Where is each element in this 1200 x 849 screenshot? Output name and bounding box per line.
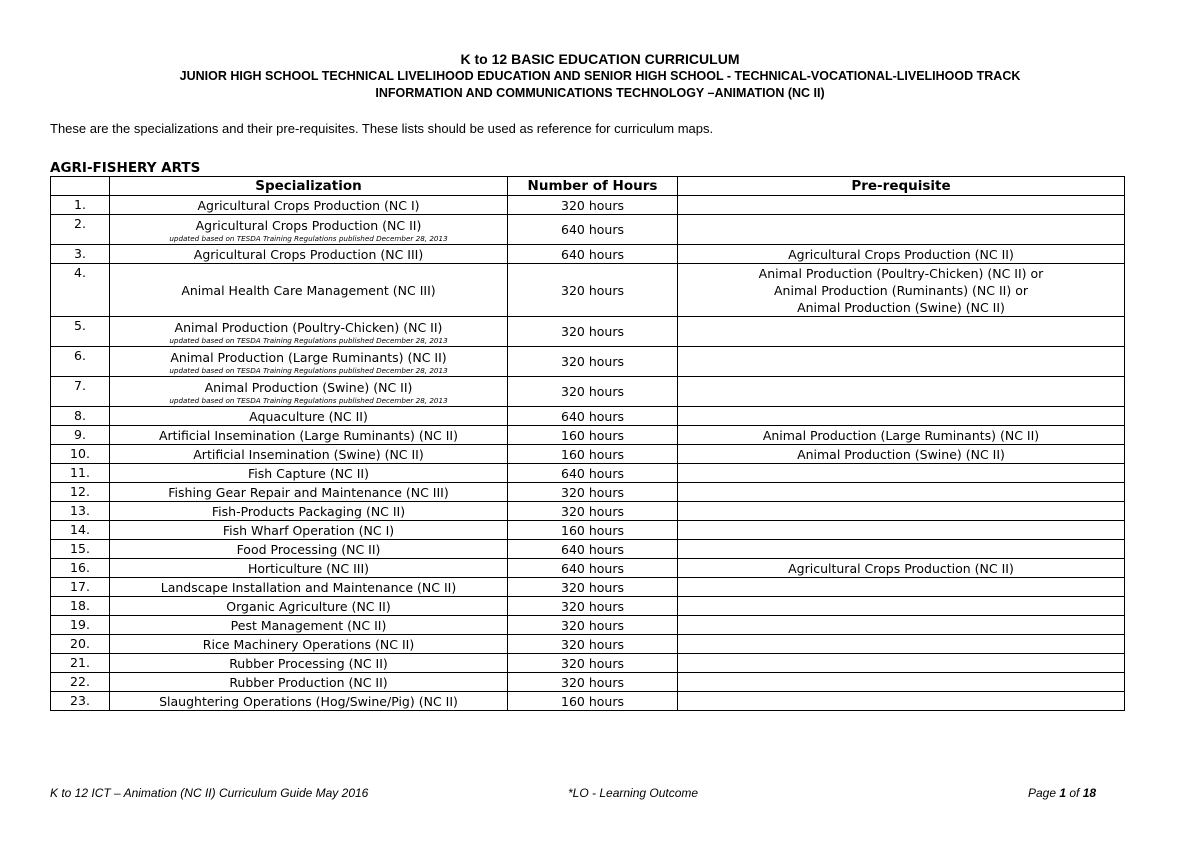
table-row: [51, 502, 1125, 521]
specialization-cell: [110, 426, 508, 445]
specialization-cell: [110, 445, 508, 464]
prerequisite-cell: [678, 540, 1125, 559]
row-number: 23.: [51, 692, 110, 711]
column-header-number: [51, 177, 110, 196]
specialization-name: Artificial Insemination (Swine) (NC II): [193, 446, 424, 462]
specialization-name: Landscape Installation and Maintenance (NC II): [160, 579, 457, 595]
prerequisite-cell: [678, 483, 1125, 502]
specialization-cell: [110, 215, 508, 245]
curriculum-title: K to 12 BASIC EDUCATION CURRICULUM: [460, 51, 740, 67]
prerequisite-cell: [678, 317, 1125, 347]
hours-cell: 160 hours: [508, 692, 678, 711]
specialization-name: Fish-Products Packaging (NC II): [211, 503, 406, 519]
hours-cell: 320 hours: [508, 196, 678, 215]
hours-cell: 640 hours: [508, 540, 678, 559]
hours-cell: 320 hours: [508, 673, 678, 692]
specialization-name: Pest Management (NC II): [230, 617, 387, 633]
specialization-cell: [110, 264, 508, 317]
hours-cell: 320 hours: [508, 654, 678, 673]
prerequisite-line: Animal Production (Poultry-Chicken) (NC II) or: [758, 265, 1044, 281]
prerequisite-cell: Animal Production (Swine) (NC II): [678, 445, 1125, 464]
curriculum-track: INFORMATION AND COMMUNICATIONS TECHNOLOGY –ANIMATION (NC II): [375, 86, 825, 100]
column-header-specialization: Specialization: [110, 177, 508, 196]
table-row: [51, 317, 1125, 347]
row-number: 17.: [51, 578, 110, 597]
specialization-name: Agricultural Crops Production (NC I): [197, 197, 420, 213]
table-row: [51, 407, 1125, 426]
specialization-name: Fish Wharf Operation (NC I): [222, 522, 395, 538]
table-row: [51, 377, 1125, 407]
specialization-cell: [110, 616, 508, 635]
specialization-cell: [110, 483, 508, 502]
specialization-name: Fishing Gear Repair and Maintenance (NC III): [168, 484, 449, 500]
specialization-cell: [110, 692, 508, 711]
prerequisite-cell: Agricultural Crops Production (NC II): [678, 559, 1125, 578]
hours-cell: 320 hours: [508, 502, 678, 521]
page-of-label: of: [1066, 786, 1083, 800]
table-row: [51, 445, 1125, 464]
row-number: 13.: [51, 502, 110, 521]
hours-cell: 320 hours: [508, 347, 678, 377]
page-number: 1: [1059, 786, 1067, 800]
specialization-name: Aquaculture (NC II): [249, 408, 368, 424]
specialization-table: [50, 176, 1125, 711]
table-row: [51, 559, 1125, 578]
hours-cell: 320 hours: [508, 317, 678, 347]
prerequisite-cell: Agricultural Crops Production (NC II): [678, 245, 1125, 264]
specialization-name: Animal Health Care Management (NC III): [181, 282, 436, 298]
row-number: 9.: [51, 426, 110, 445]
prerequisite-line: Animal Production (Ruminants) (NC II) or: [774, 282, 1028, 298]
tesda-update-note: updated based on TESDA Training Regulations published December 28, 2013: [169, 395, 448, 405]
prerequisite-cell: [678, 464, 1125, 483]
hours-cell: 640 hours: [508, 464, 678, 483]
hours-cell: 640 hours: [508, 407, 678, 426]
specialization-name: Animal Production (Large Ruminants) (NC II): [170, 349, 447, 365]
specialization-cell: [110, 521, 508, 540]
prerequisite-cell: [678, 692, 1125, 711]
row-number: 5.: [51, 317, 110, 347]
table-row: [51, 464, 1125, 483]
table-header-row: [51, 177, 1125, 196]
footer-center: *LO - Learning Outcome: [568, 786, 699, 800]
row-number: 6.: [51, 347, 110, 377]
specialization-cell: [110, 578, 508, 597]
prerequisite-cell: Animal Production (Large Ruminants) (NC II): [678, 426, 1125, 445]
hours-cell: 320 hours: [508, 377, 678, 407]
prerequisite-cell: [678, 377, 1125, 407]
page-label: Page: [1028, 786, 1060, 800]
row-number: 22.: [51, 673, 110, 692]
specialization-cell: [110, 407, 508, 426]
prerequisite-line: Animal Production (Swine) (NC II): [797, 299, 1005, 315]
row-number: 12.: [51, 483, 110, 502]
row-number: 2.: [51, 215, 110, 245]
prerequisite-cell: [678, 521, 1125, 540]
hours-cell: 160 hours: [508, 521, 678, 540]
specialization-name: Agricultural Crops Production (NC III): [193, 246, 424, 262]
row-number: 7.: [51, 377, 110, 407]
footer-page: [1028, 786, 1096, 800]
hours-cell: 640 hours: [508, 215, 678, 245]
prerequisite-cell: [678, 196, 1125, 215]
row-number: 15.: [51, 540, 110, 559]
hours-cell: 320 hours: [508, 264, 678, 317]
specialization-name: Rubber Production (NC II): [229, 674, 388, 690]
specialization-cell: [110, 347, 508, 377]
row-number: 10.: [51, 445, 110, 464]
prerequisite-cell: [678, 578, 1125, 597]
table-row: [51, 264, 1125, 317]
hours-cell: 320 hours: [508, 578, 678, 597]
specialization-cell: [110, 673, 508, 692]
row-number: 8.: [51, 407, 110, 426]
specialization-name: Rice Machinery Operations (NC II): [202, 636, 415, 652]
table-row: [51, 616, 1125, 635]
intro-text: These are the specializations and their pre-requisites. These lists should be used as reference for curriculum maps.: [50, 121, 714, 136]
table-row: [51, 654, 1125, 673]
specialization-name: Fish Capture (NC II): [247, 465, 369, 481]
hours-cell: 320 hours: [508, 616, 678, 635]
specialization-name: Agricultural Crops Production (NC II): [195, 217, 422, 233]
specialization-cell: [110, 540, 508, 559]
row-number: 21.: [51, 654, 110, 673]
specialization-cell: [110, 502, 508, 521]
row-number: 4.: [51, 264, 110, 317]
column-header-hours: Number of Hours: [508, 177, 678, 196]
prerequisite-cell: [678, 635, 1125, 654]
prerequisite-cell: [678, 347, 1125, 377]
curriculum-subtitle: JUNIOR HIGH SCHOOL TECHNICAL LIVELIHOOD EDUCATION AND SENIOR HIGH SCHOOL - TECHNICAL-VOCATIONAL-LIVELIHOOD TRACK: [179, 69, 1021, 83]
specialization-cell: [110, 464, 508, 483]
specialization-cell: [110, 196, 508, 215]
hours-cell: 160 hours: [508, 445, 678, 464]
prerequisite-cell: [678, 215, 1125, 245]
column-header-prerequisite: Pre-requisite: [678, 177, 1125, 196]
specialization-cell: [110, 245, 508, 264]
hours-cell: 640 hours: [508, 245, 678, 264]
specialization-cell: [110, 559, 508, 578]
specialization-name: Rubber Processing (NC II): [229, 655, 388, 671]
prerequisite-cell: [678, 407, 1125, 426]
specialization-name: Horticulture (NC III): [247, 560, 370, 576]
prerequisite-cell: [678, 502, 1125, 521]
specialization-cell: [110, 597, 508, 616]
specialization-cell: [110, 654, 508, 673]
row-number: 18.: [51, 597, 110, 616]
section-title: AGRI-FISHERY ARTS: [50, 160, 201, 176]
table-row: [51, 578, 1125, 597]
table-row: [51, 196, 1125, 215]
footer-left: K to 12 ICT – Animation (NC II) Curriculum Guide May 2016: [50, 786, 369, 800]
table-row: [51, 673, 1125, 692]
specialization-cell: [110, 317, 508, 347]
specialization-cell: [110, 635, 508, 654]
tesda-update-note: updated based on TESDA Training Regulations published December 28, 2013: [169, 365, 448, 375]
table-row: [51, 347, 1125, 377]
hours-cell: 160 hours: [508, 426, 678, 445]
row-number: 11.: [51, 464, 110, 483]
specialization-name: Animal Production (Swine) (NC II): [204, 379, 413, 395]
specialization-name: Organic Agriculture (NC II): [226, 598, 391, 614]
row-number: 20.: [51, 635, 110, 654]
hours-cell: 640 hours: [508, 559, 678, 578]
prerequisite-cell: [678, 597, 1125, 616]
table-row: [51, 245, 1125, 264]
table-row: [51, 426, 1125, 445]
table-row: [51, 215, 1125, 245]
table-row: [51, 597, 1125, 616]
specialization-name: Artificial Insemination (Large Ruminants) (NC II): [158, 427, 458, 443]
table-row: [51, 540, 1125, 559]
row-number: 3.: [51, 245, 110, 264]
prerequisite-cell: [678, 673, 1125, 692]
row-number: 14.: [51, 521, 110, 540]
specialization-name: Animal Production (Poultry-Chicken) (NC II): [174, 319, 443, 335]
row-number: 19.: [51, 616, 110, 635]
table-row: [51, 521, 1125, 540]
hours-cell: 320 hours: [508, 635, 678, 654]
row-number: 16.: [51, 559, 110, 578]
prerequisite-cell: [678, 654, 1125, 673]
specialization-name: Food Processing (NC II): [236, 541, 381, 557]
tesda-update-note: updated based on TESDA Training Regulations published December 28, 2013: [169, 335, 448, 345]
table-row: [51, 483, 1125, 502]
table-row: [51, 692, 1125, 711]
document-header: [0, 51, 1200, 102]
table-body: [51, 196, 1125, 711]
specialization-cell: [110, 377, 508, 407]
hours-cell: 320 hours: [508, 597, 678, 616]
specialization-name: Slaughtering Operations (Hog/Swine/Pig) (NC II): [159, 693, 458, 709]
page-total: 18: [1082, 786, 1097, 800]
table-row: [51, 635, 1125, 654]
prerequisite-cell: [678, 264, 1125, 317]
hours-cell: 320 hours: [508, 483, 678, 502]
prerequisite-cell: [678, 616, 1125, 635]
row-number: 1.: [51, 196, 110, 215]
tesda-update-note: updated based on TESDA Training Regulations published December 28, 2013: [169, 233, 448, 243]
